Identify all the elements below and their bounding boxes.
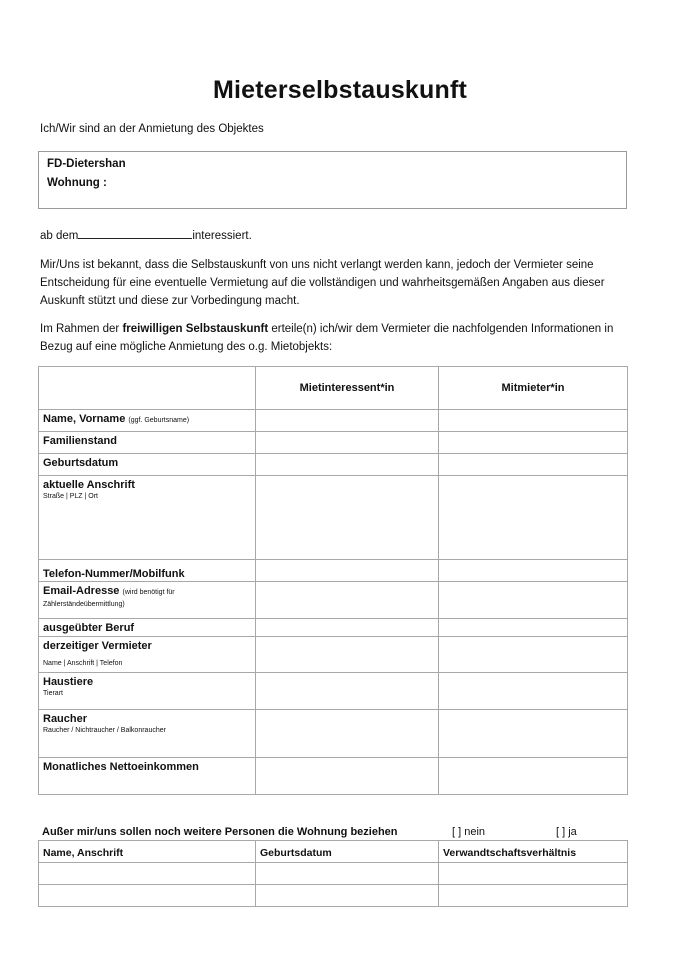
intro-text: Ich/Wir sind an der Anmietung des Objektes (40, 123, 264, 135)
table-row (39, 885, 628, 907)
table-row (39, 410, 628, 432)
additional-persons-table (38, 840, 628, 907)
row-label: Raucher Raucher / Nichtraucher / Balkonraucher (39, 710, 256, 758)
checkbox-yes[interactable]: [ ] ja (556, 826, 577, 838)
row-label: Geburtsdatum (39, 454, 256, 476)
applicant-cell[interactable] (256, 673, 439, 710)
co-tenant-cell[interactable] (439, 432, 628, 454)
page-title: Mieterselbstauskunft (212, 76, 468, 104)
start-date-prefix: ab dem (40, 230, 79, 242)
row-label: derzeitiger Vermieter Name | Anschrift | Telefon (39, 637, 256, 673)
co-tenant-cell[interactable] (439, 560, 628, 582)
relationship-cell[interactable] (439, 885, 628, 907)
table-row (39, 619, 628, 637)
relationship-cell[interactable] (439, 863, 628, 885)
additional-persons-label: Außer mir/uns sollen noch weitere Personen die Wohnung beziehen (42, 826, 398, 838)
table-row (39, 454, 628, 476)
table-header-row (39, 841, 628, 863)
checkbox-no[interactable]: [ ] nein (452, 826, 486, 838)
table-row (39, 758, 628, 795)
header-birthdate: Geburtsdatum (256, 841, 439, 863)
table-row (39, 582, 628, 619)
table-row (39, 560, 628, 582)
co-tenant-cell[interactable] (439, 582, 628, 619)
applicant-cell[interactable] (256, 560, 439, 582)
object-apartment: Wohnung : (47, 177, 107, 189)
applicant-cell[interactable] (256, 410, 439, 432)
table-row (39, 637, 628, 673)
table-row (39, 673, 628, 710)
row-label: Familienstand (39, 432, 256, 454)
row-label: Telefon-Nummer/Mobilfunk (39, 560, 256, 582)
header-co-tenant: Mitmieter*in (439, 367, 628, 410)
row-label: aktuelle Anschrift Straße | PLZ | Ort (39, 476, 256, 560)
name-address-cell[interactable] (39, 885, 256, 907)
voluntary-self-disclosure: freiwilligen Selbstauskunft (122, 323, 269, 335)
co-tenant-cell[interactable] (439, 410, 628, 432)
table-row (39, 710, 628, 758)
header-name-address: Name, Anschrift (39, 841, 256, 863)
row-label: Email-Adresse (wird benötigt für Zählerständeübermittlung) (39, 582, 256, 619)
header-relationship: Verwandtschaftsverhältnis (439, 841, 628, 863)
birthdate-cell[interactable] (256, 885, 439, 907)
co-tenant-cell[interactable] (439, 476, 628, 560)
start-date-suffix: interessiert. (192, 230, 252, 242)
applicant-cell[interactable] (256, 619, 439, 637)
additional-persons-question (42, 826, 632, 838)
applicant-cell[interactable] (256, 582, 439, 619)
row-label: Haustiere Tierart (39, 673, 256, 710)
applicant-table (38, 366, 628, 795)
birthdate-cell[interactable] (256, 863, 439, 885)
table-row (39, 476, 628, 560)
co-tenant-cell[interactable] (439, 710, 628, 758)
start-date-blank[interactable] (78, 228, 192, 239)
table-header-empty (39, 367, 256, 410)
object-location: FD-Dietershan (47, 158, 126, 170)
name-address-cell[interactable] (39, 863, 256, 885)
info-paragraph: Im Rahmen der freiwilligen Selbstauskunft erteile(n) ich/wir dem Vermieter die nachfolgenden Informationen in Bezug auf eine mögliche Anmietung des o.g. Mietobjekts: (40, 323, 614, 353)
co-tenant-cell[interactable] (439, 619, 628, 637)
co-tenant-cell[interactable] (439, 758, 628, 795)
disclaimer-paragraph: Mir/Uns ist bekannt, dass die Selbstauskunft von uns nicht verlangt werden kann, jedoch der Vermieter seine Entscheidung für eine eventuelle Vermietung auf die vollständigen und wahrheitsgemäßen Angaben aus dieser Auskunft stützt und diese zur Vorbedingung macht. (40, 259, 605, 307)
row-label: Name, Vorname (ggf. Geburtsname) (39, 410, 256, 432)
table-row (39, 432, 628, 454)
header-applicant: Mietinteressent*in (256, 367, 439, 410)
co-tenant-cell[interactable] (439, 454, 628, 476)
applicant-cell[interactable] (256, 637, 439, 673)
object-box (38, 151, 627, 209)
row-label: Monatliches Nettoeinkommen (39, 758, 256, 795)
table-row (39, 863, 628, 885)
row-label: ausgeübter Beruf (39, 619, 256, 637)
start-date-line (40, 228, 252, 242)
co-tenant-cell[interactable] (439, 673, 628, 710)
applicant-cell[interactable] (256, 710, 439, 758)
applicant-cell[interactable] (256, 454, 439, 476)
applicant-cell[interactable] (256, 476, 439, 560)
table-header-row (39, 367, 628, 410)
applicant-cell[interactable] (256, 432, 439, 454)
applicant-cell[interactable] (256, 758, 439, 795)
co-tenant-cell[interactable] (439, 637, 628, 673)
